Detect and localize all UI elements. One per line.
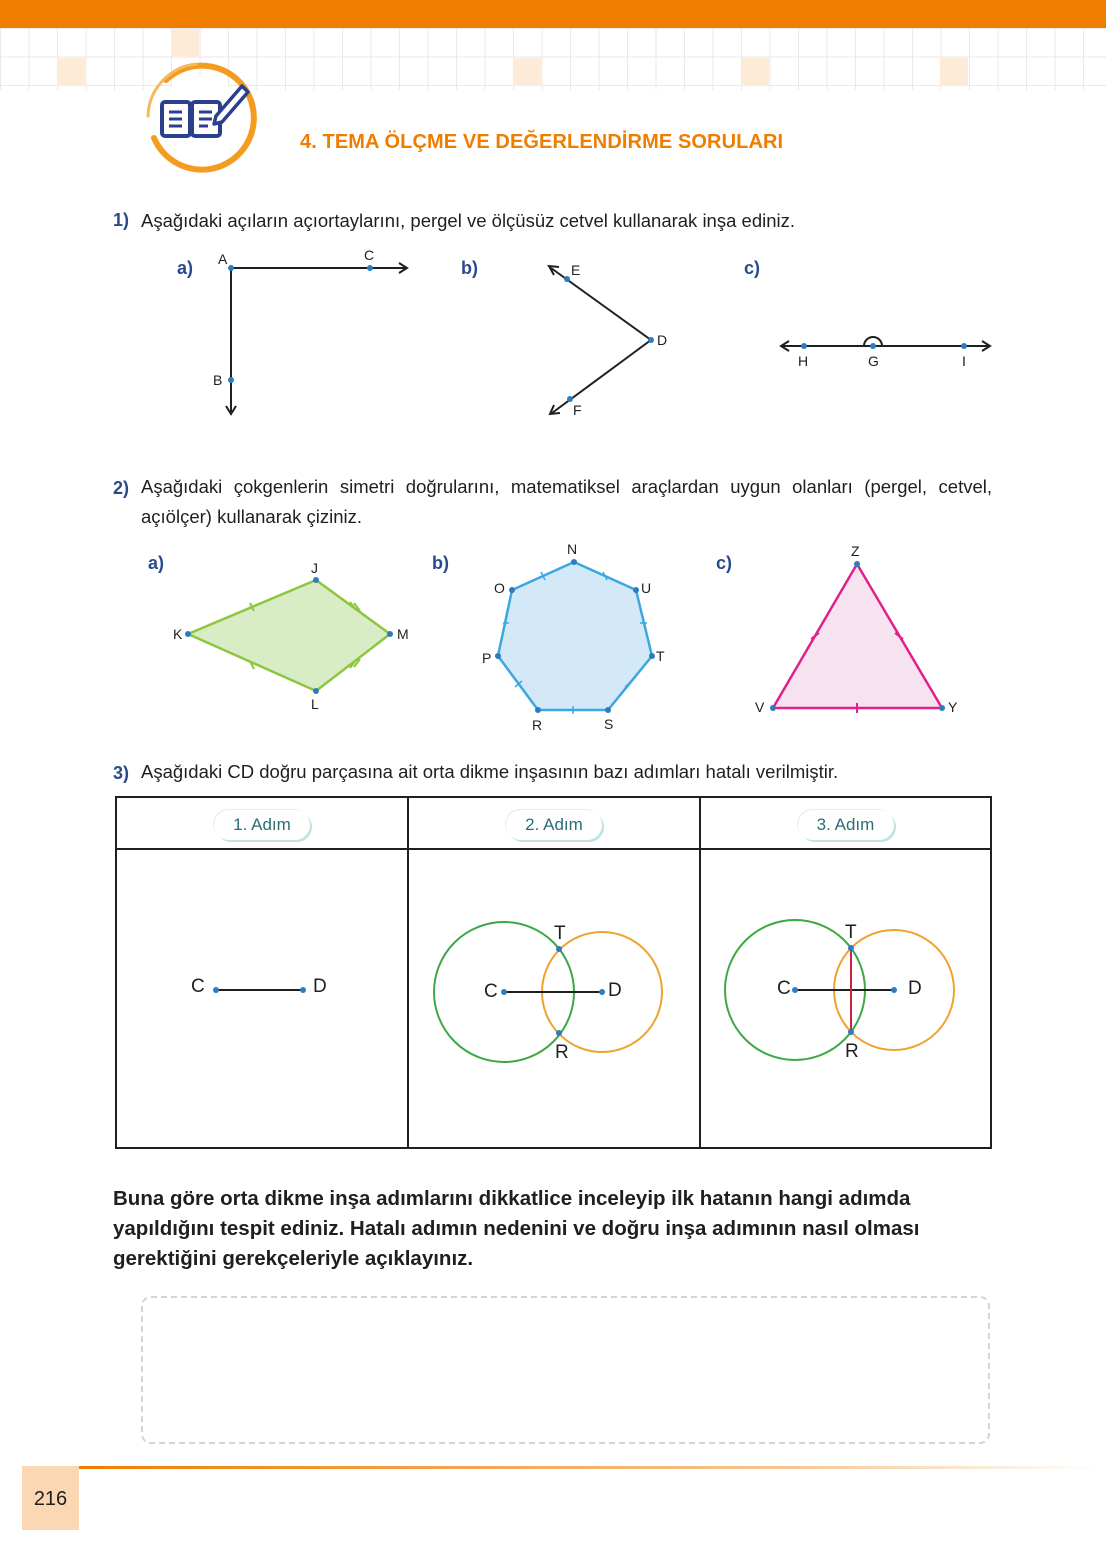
question-2-number: 2) xyxy=(113,478,130,498)
step-3-point-C: C xyxy=(777,978,791,999)
step-3-point-D: D xyxy=(908,978,922,999)
step-3-label: 3. Adım xyxy=(798,810,894,840)
footer-rule xyxy=(78,1466,1098,1469)
step-2-point-R: R xyxy=(555,1042,569,1063)
step-2-circles-figure xyxy=(409,850,699,1147)
point-label-I: I xyxy=(962,353,966,369)
step-1-point-D: D xyxy=(313,976,327,997)
point-label-R: R xyxy=(532,717,543,733)
point-label-L: L xyxy=(311,696,319,712)
step-2-label: 2. Adım xyxy=(506,810,602,840)
answer-box[interactable] xyxy=(141,1296,990,1444)
construction-steps-table xyxy=(115,796,992,1149)
point-label-M: M xyxy=(397,626,409,642)
step-2-column xyxy=(409,798,701,1147)
grid-highlight-cell xyxy=(171,29,199,57)
step-3-point-T: T xyxy=(845,922,857,943)
step-2-point-C: C xyxy=(484,981,498,1002)
question-1-number: 1) xyxy=(113,210,130,230)
step-3-point-R: R xyxy=(845,1041,859,1062)
step-1-column xyxy=(117,798,409,1147)
question-3-number: 3) xyxy=(113,763,130,783)
point-label-A: A xyxy=(218,251,228,267)
point-label-V: V xyxy=(755,699,765,715)
point-label-J: J xyxy=(311,560,318,576)
point-label-Z: Z xyxy=(851,543,860,559)
step-2-point-T: T xyxy=(554,923,566,944)
top-orange-bar xyxy=(0,0,1106,28)
step-2-point-D: D xyxy=(608,980,622,1001)
question-3-text: Aşağıdaki CD doğru parçasına ait orta dikme inşasının bazı adımları hatalı verilmiştir. xyxy=(141,761,839,782)
point-label-O: O xyxy=(494,580,505,596)
q2-part-c-label: c) xyxy=(716,553,733,573)
section-title: 4. TEMA ÖLÇME VE DEĞERLENDİRME SORULARI xyxy=(300,131,784,153)
point-label-B: B xyxy=(213,372,223,388)
q1-straight-angle-figure xyxy=(775,325,1000,365)
point-label-H: H xyxy=(798,353,809,369)
step-3-figure-area xyxy=(701,850,990,1147)
grid-highlight-cell xyxy=(513,58,541,86)
point-label-K: K xyxy=(173,626,183,642)
q1-obtuse-angle-figure xyxy=(540,255,670,425)
q2-heptagon-figure xyxy=(485,550,665,720)
step-1-label: 1. Adım xyxy=(214,810,310,840)
step-3-header xyxy=(701,798,990,850)
point-label-Y: Y xyxy=(948,699,958,715)
step-1-header xyxy=(117,798,407,850)
q2-kite-figure xyxy=(180,570,400,700)
point-label-C: C xyxy=(364,247,375,263)
point-label-D: D xyxy=(657,332,668,348)
point-label-F: F xyxy=(573,402,582,418)
question-3-task-text: Buna göre orta dikme inşa adımlarını dikkatlice inceleyip ilk hatanın hangi adımda yapıldığını tespit ediniz. Hatalı adımın nedenini ve doğru inşa adımının nasıl olması gerektiğini gerekçeleriyle açıklayınız. xyxy=(113,1187,920,1270)
step-1-segment-figure xyxy=(117,850,407,1147)
q2-part-b-label: b) xyxy=(432,553,449,573)
question-2-text: Aşağıdaki çokgenlerin simetri doğrularını, matematiksel araçlardan uygun olanları (pergel, cetvel, açıölçer) kullanarak çiziniz. xyxy=(141,476,992,527)
q2-part-a-label: a) xyxy=(148,553,165,573)
q2-triangle-figure xyxy=(765,555,950,715)
point-label-S: S xyxy=(604,716,614,732)
point-label-G: G xyxy=(868,353,879,369)
q1-part-b-label: b) xyxy=(461,258,478,278)
step-3-column xyxy=(701,798,990,1147)
point-label-U: U xyxy=(641,580,652,596)
point-label-E: E xyxy=(571,262,581,278)
q1-right-angle-figure xyxy=(205,250,425,425)
point-label-P: P xyxy=(482,650,492,666)
point-label-N: N xyxy=(567,541,578,557)
step-2-header xyxy=(409,798,699,850)
step-1-point-C: C xyxy=(191,976,205,997)
question-1-text: Aşağıdaki açıların açıortaylarını, pergel ve ölçüsüz cetvel kullanarak inşa ediniz. xyxy=(141,210,796,231)
point-label-T: T xyxy=(656,648,665,664)
page-number: 216 xyxy=(22,1466,79,1530)
step-1-figure-area xyxy=(117,850,407,1147)
step-2-figure-area xyxy=(409,850,699,1147)
grid-highlight-cell xyxy=(940,58,968,86)
step-3-bisector-figure xyxy=(701,850,990,1147)
grid-highlight-cell xyxy=(741,58,769,86)
q1-part-a-label: a) xyxy=(177,258,194,278)
q1-part-c-label: c) xyxy=(744,258,761,278)
book-pencil-icon xyxy=(136,56,264,176)
grid-highlight-cell xyxy=(57,58,85,86)
